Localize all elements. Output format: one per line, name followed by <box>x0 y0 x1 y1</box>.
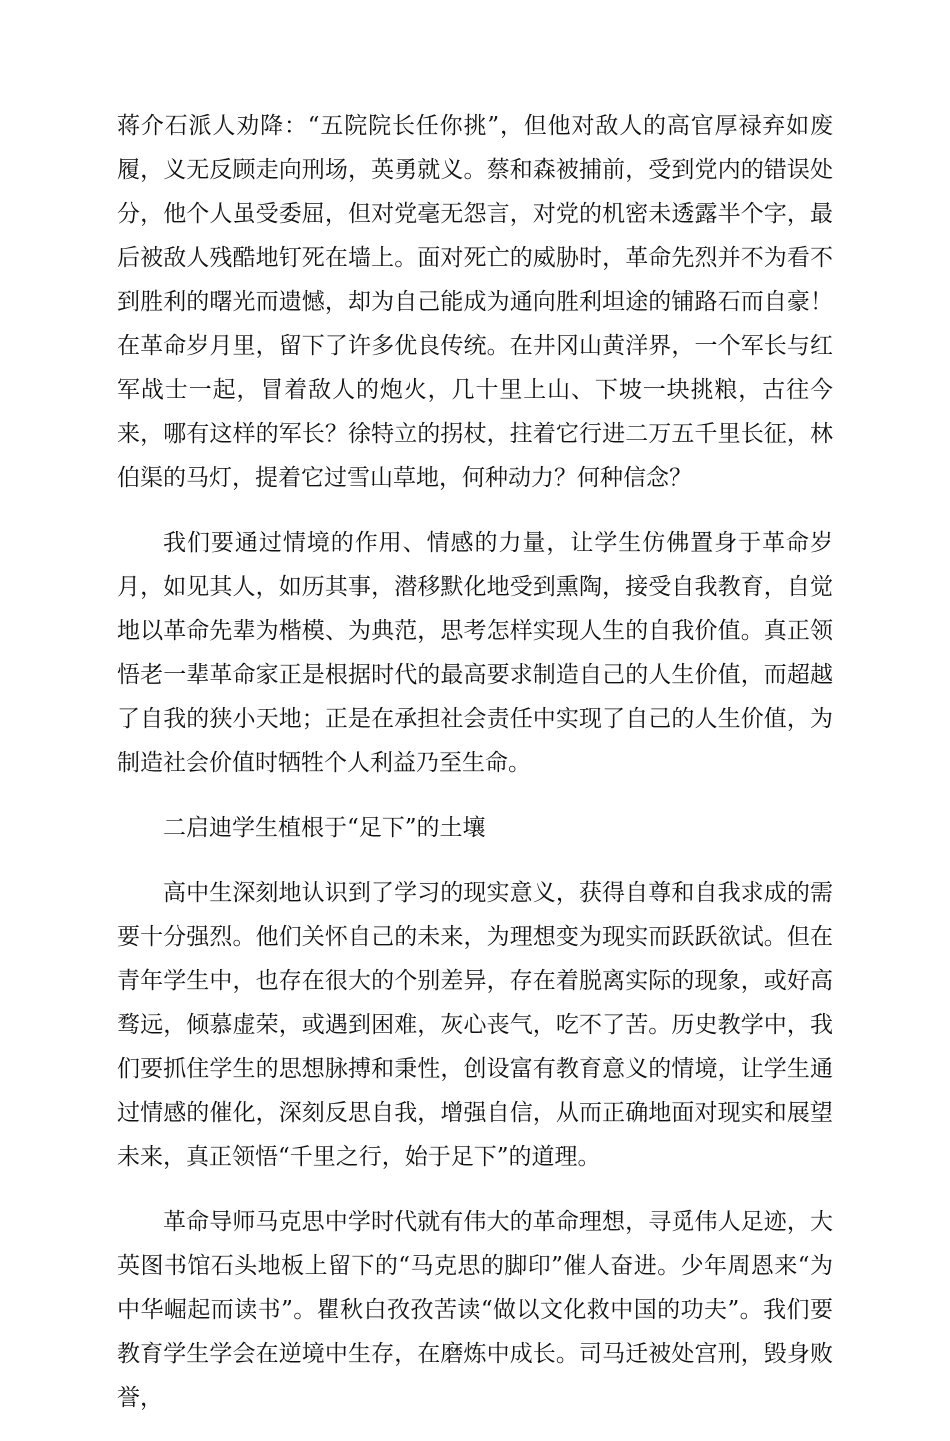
body-paragraph: 革命导师马克思中学时代就有伟大的革命理想，寻觅伟人足迹，大英图书馆石头地板上留下的“马克思的脚印”催人奋进。少年周恩来“为中华崛起而读书”。瞿秋白孜孜苦读“做以文化救中国的功夫”。我们要教育学生学会在逆境中生存，在磨炼中成长。司马迁被处宫刑，毁身败誉， <box>117 1209 833 1411</box>
body-paragraph: 蒋介石派人劝降：“五院院长任你挑”，但他对敌人的高官厚禄弃如废履，义无反顾走向刑场，英勇就义。蔡和森被捕前，受到党内的错误处分，他个人虽受委屈，但对党毫无怨言，对党的机密未透露半个字，最后被敌人残酷地钉死在墙上。面对死亡的威胁时，革命先烈并不为看不到胜利的曙光而遗憾，却为自己能成为通向胜利坦途的铺路石而自豪！在革命岁月里，留下了许多优良传统。在井冈山黄洋界，一个军长与红军战士一起，冒着敌人的炮火，几十里上山、下坡一块挑粮，古往今来，哪有这样的军长？徐特立的拐杖，拄着它行进二万五千里长征，林伯渠的马灯，提着它过雪山草地，何种动力？何种信念？ <box>117 113 833 491</box>
document-page <box>117 104 833 1441</box>
section-heading: 二启迪学生植根于“足下”的土壤 <box>163 815 486 841</box>
body-paragraph: 高中生深刻地认识到了学习的现实意义，获得自尊和自我求成的需要十分强烈。他们关怀自己的未来，为理想变为现实而跃跃欲试。但在青年学生中，也存在很大的个别差异，存在着脱离实际的现象，或好高骛远，倾慕虚荣，或遇到困难，灰心丧气，吃不了苦。历史教学中，我们要抓住学生的思想脉搏和秉性，创设富有教育意义的情境，让学生通过情感的催化，深刻反思自我，增强自信，从而正确地面对现实和展望未来，真正领悟“千里之行，始于足下”的道理。 <box>117 880 833 1170</box>
body-paragraph: 我们要通过情境的作用、情感的力量，让学生仿佛置身于革命岁月，如见其人，如历其事，潜移默化地受到熏陶，接受自我教育，自觉地以革命先辈为楷模、为典范，思考怎样实现人生的自我价值。真正领悟老一辈革命家正是根据时代的最高要求制造自己的人生价值，而超越了自我的狭小天地；正是在承担社会责任中实现了自己的人生价值，为制造社会价值时牺牲个人利益乃至生命。 <box>117 530 833 776</box>
